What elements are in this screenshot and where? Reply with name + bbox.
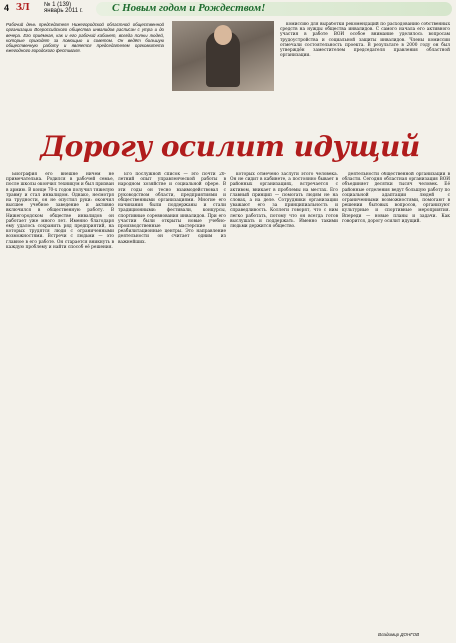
column-4-text: деятельности общественной организации в области. Сегодня областная организация ВОИ объединяет десятки тысяч человек. Её районные отделения ведут большую работу по социальной адаптации людей с ограниченными возможностями, помогают в решении бытовых вопросов, организуют культурные и спортивные мероприятия. Впереди — новые планы и задачи. Как говорится, дорогу осилит идущий.: [342, 172, 450, 224]
column-1: [6, 172, 114, 627]
author-signature: Владимир ДОНГОВ: [378, 632, 420, 637]
column-2: [118, 172, 226, 627]
page-header: [0, 0, 456, 18]
column-2-text: Его послужной список — это почти 20-летний опыт управленческой работы в народном хозяйстве и социальной сфере. В эти годы он тесно взаимодействовал с руководством области, предприятиями и общественными организациями. Многие его начинания были поддержаны и стали традиционными: фестивали, конкурсы, спортивные соревнования инвалидов. При его участии были открыты новые учебно-производственные мастерские и реабилитационные центры. Это направление деятельности он считает одним из важнейших.: [118, 172, 226, 245]
paper-logo: ЗЛ: [16, 1, 30, 13]
issue-info: № 1 (139) январь 2011 г.: [44, 2, 83, 14]
column-right-top-text: комиссию для выработки рекомендаций по расходованию собственных средств на нужды общества инвалидов. С самого начала его активного участия в работе ВОИ особое внимание уделялось вопросам трудоустройства и социальной защиты инвалидов. Члены комиссии отмечали состоятельность проекта. В результате в 2000 году он был утверждён заместителем председателя правления областной организации.: [280, 22, 450, 59]
photo-head: [214, 25, 232, 45]
greeting-text: С Новым годом и Рождеством!: [112, 2, 266, 14]
column-3-text: которых отмечено заслуги этого человека. Он не сидит в кабинете, а постоянно бывает в районных организациях, встречается с активом, вникает в проблемы на местах. Его главный принцип — помогать людям не на словах, а на деле. Сотрудники организации уважают его за принципиальность и справедливость. Коллеги говорят, что с ним легко работать, потому что он всегда готов выслушать и поддержать. Именно такими людьми держится общество.: [230, 172, 338, 230]
page-number: 4: [4, 3, 10, 13]
column-1-text: Биография его внешне ничем не примечательна. Родился в рабочей семье, после школы окончил техникум и был призван в армию. В конце 70-х годов получил тяжелую травму и стал инвалидом. Однако, несмотря на трудности, он не опустил руки: окончил высшее учебное заведение и активно включился в общественную работу. В Нижегородском обществе инвалидов он работает уже много лет. Именно благодаря ему удалось сохранить ряд предприятий, на которых трудятся люди с ограниченными возможностями. Встречи с людьми — это главное в его работе. Он старается вникнуть в каждую проблему и найти способ её решения.: [6, 172, 114, 250]
portrait-photo: [172, 21, 274, 91]
column-right-top: [280, 22, 450, 122]
intro-paragraph: Рабочий день председателя Нижегородской областной общественной организации Всероссийского общества инвалидов расписан с утра и до вечера. Его приёмная, как и его рабочий кабинет, всегда полны людей, которые приходят за помощью и советом. Он ведёт большую общественную работу и является председателем оргкомитета ежегодного городского фестиваля.: [6, 22, 164, 54]
article-headline: Дорогу осилит идущий: [40, 130, 420, 163]
column-3: [230, 172, 338, 627]
column-4: [342, 172, 450, 627]
